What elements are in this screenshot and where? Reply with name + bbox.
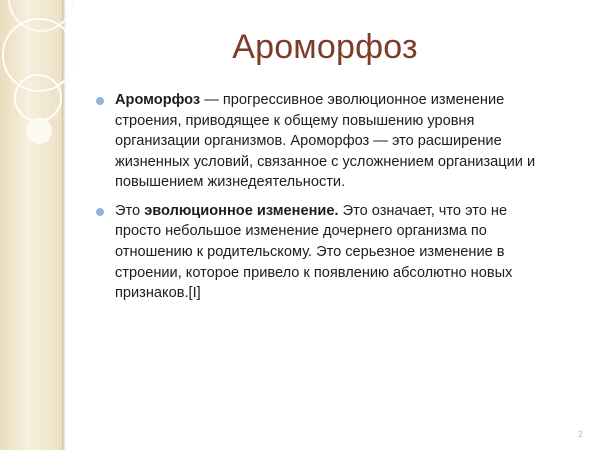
page-number: 2	[577, 429, 583, 439]
list-item-body: — прогрессивное эволюционное изменение строения, приводящее к общему повышению уровня организации организмов. Ароморфоз — это расширение жизненных условий, связанное с усложнением организации и повышением жизнедеятельности.	[115, 92, 536, 191]
bullet-dot-icon	[96, 208, 104, 216]
list-item-lead: Ароморфоз	[115, 92, 201, 108]
list-item	[96, 90, 552, 193]
bullet-list	[96, 90, 552, 312]
list-item-body: Это означает, что это не просто небольшое изменение дочернего организма по отношению к родительскому. Это серьезное изменение в строении, которое привело к появлению абсолютно новых признаков.[I]	[115, 202, 513, 302]
page-title: Ароморфоз	[232, 28, 418, 66]
circle-decoration-icon	[26, 118, 52, 144]
list-item-text	[115, 201, 552, 304]
circle-decoration-icon	[14, 74, 62, 122]
list-item-prefix: Это	[115, 202, 145, 219]
bullet-dot-icon	[96, 97, 104, 105]
list-item-text	[115, 90, 552, 193]
list-item-lead: эволюционное изменение.	[144, 202, 339, 219]
list-item	[96, 201, 552, 304]
